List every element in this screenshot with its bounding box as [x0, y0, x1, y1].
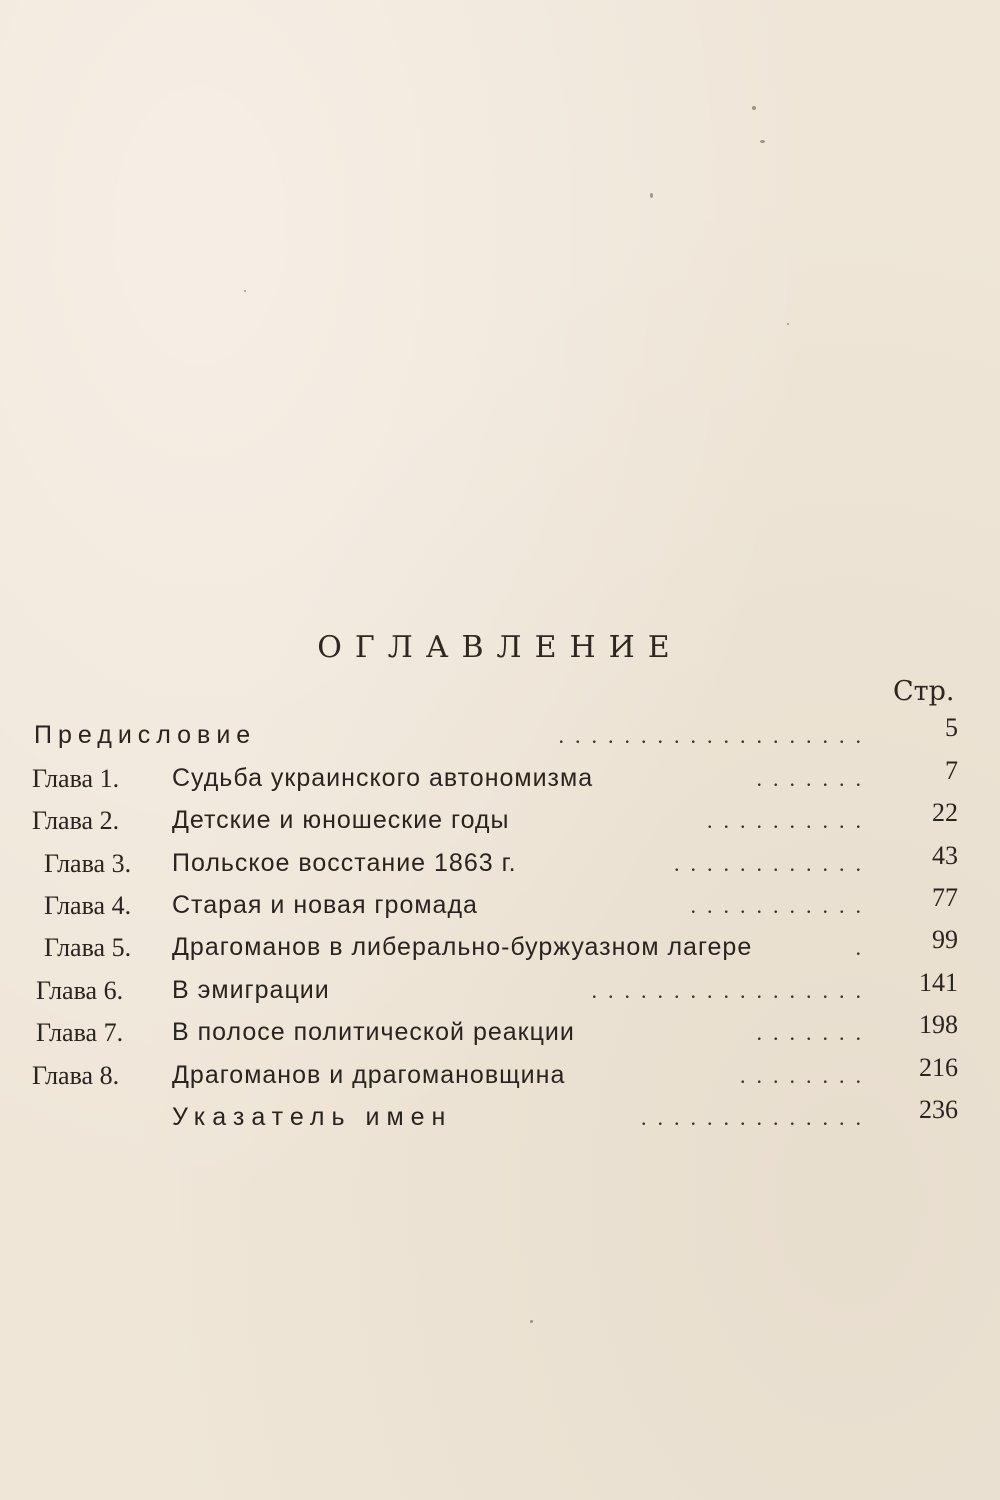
toc-entry-page: 77 — [932, 883, 958, 912]
toc-entry-page: 5 — [945, 713, 958, 742]
toc-entry-page: 141 — [919, 968, 958, 997]
toc-entry-chapter-6 — [0, 968, 1000, 1012]
toc-entry-page: 216 — [919, 1053, 958, 1082]
paper-speck — [760, 140, 765, 143]
toc-entry-label: Детские и юношеские годы — [172, 806, 510, 834]
toc-entry-chapter-5 — [0, 925, 1000, 969]
toc-leader-dots: ................... — [558, 723, 872, 748]
toc-entry-chapter-7 — [0, 1010, 1000, 1054]
toc-entry-label: Драгоманов в либерально-буржуазном лагере — [172, 933, 753, 961]
toc-entry-preface — [0, 713, 1000, 757]
paper-speck — [752, 106, 756, 110]
toc-entry-label: Драгоманов и драгомановщина — [172, 1061, 566, 1089]
toc-entry-prefix: Глава 2. — [32, 806, 120, 835]
toc-entry-prefix: Глава 1. — [32, 764, 120, 793]
toc-leader-dots: ........ — [740, 1063, 872, 1088]
toc-entry-label: Указатель имен — [172, 1103, 453, 1131]
toc-leader-dots: ........... — [690, 893, 872, 918]
toc-entry-prefix: Глава 5. — [44, 933, 132, 962]
toc-leader-dots: .......... — [707, 808, 872, 833]
toc-leader-dots: ................. — [591, 978, 872, 1003]
page-column-label: Стр. — [893, 676, 955, 707]
paper-speck — [530, 1320, 533, 1323]
toc-entry-page: 7 — [945, 756, 958, 785]
toc-entry-page: 22 — [932, 798, 958, 827]
paper-speck — [650, 193, 653, 198]
toc-leader-dots: . — [855, 935, 872, 960]
toc-entry-chapter-4 — [0, 883, 1000, 927]
paper-speck — [787, 323, 789, 325]
toc-entry-page: 99 — [932, 925, 958, 954]
toc-entry-prefix: Глава 7. — [36, 1018, 124, 1047]
toc-entry-label: Судьба украинского автономизма — [172, 764, 594, 792]
page-title: ОГЛАВЛЕНИЕ — [317, 630, 683, 665]
toc-entry-label: В эмиграции — [172, 976, 330, 1004]
toc-entry-prefix: Глава 6. — [36, 976, 124, 1005]
toc-entry-prefix: Глава 3. — [44, 849, 132, 878]
toc-entry-chapter-3 — [0, 841, 1000, 885]
paper-speck — [244, 290, 246, 292]
toc-leader-dots: ....... — [756, 766, 872, 791]
toc-entry-label: Старая и новая громада — [172, 891, 478, 919]
toc-entry-page: 198 — [919, 1010, 958, 1039]
toc-entry-page: 43 — [932, 841, 958, 870]
toc-leader-dots: .............. — [641, 1105, 872, 1130]
toc-entry-label: Польское восстание 1863 г. — [172, 849, 517, 877]
toc-entry-label: В полосе политической реакции — [172, 1018, 575, 1046]
toc-entry-prefix: Глава 4. — [44, 891, 132, 920]
toc-entry-label: Предисловие — [34, 721, 257, 749]
toc-entry-page: 236 — [919, 1095, 958, 1124]
toc-entry-chapter-1 — [0, 756, 1000, 800]
toc-leader-dots: ....... — [756, 1020, 872, 1045]
toc-entry-chapter-2 — [0, 798, 1000, 842]
toc-entry-index — [0, 1095, 1000, 1139]
toc-entry-prefix: Глава 8. — [32, 1061, 120, 1090]
toc-entry-chapter-8 — [0, 1053, 1000, 1097]
toc-leader-dots: ............ — [674, 851, 872, 876]
